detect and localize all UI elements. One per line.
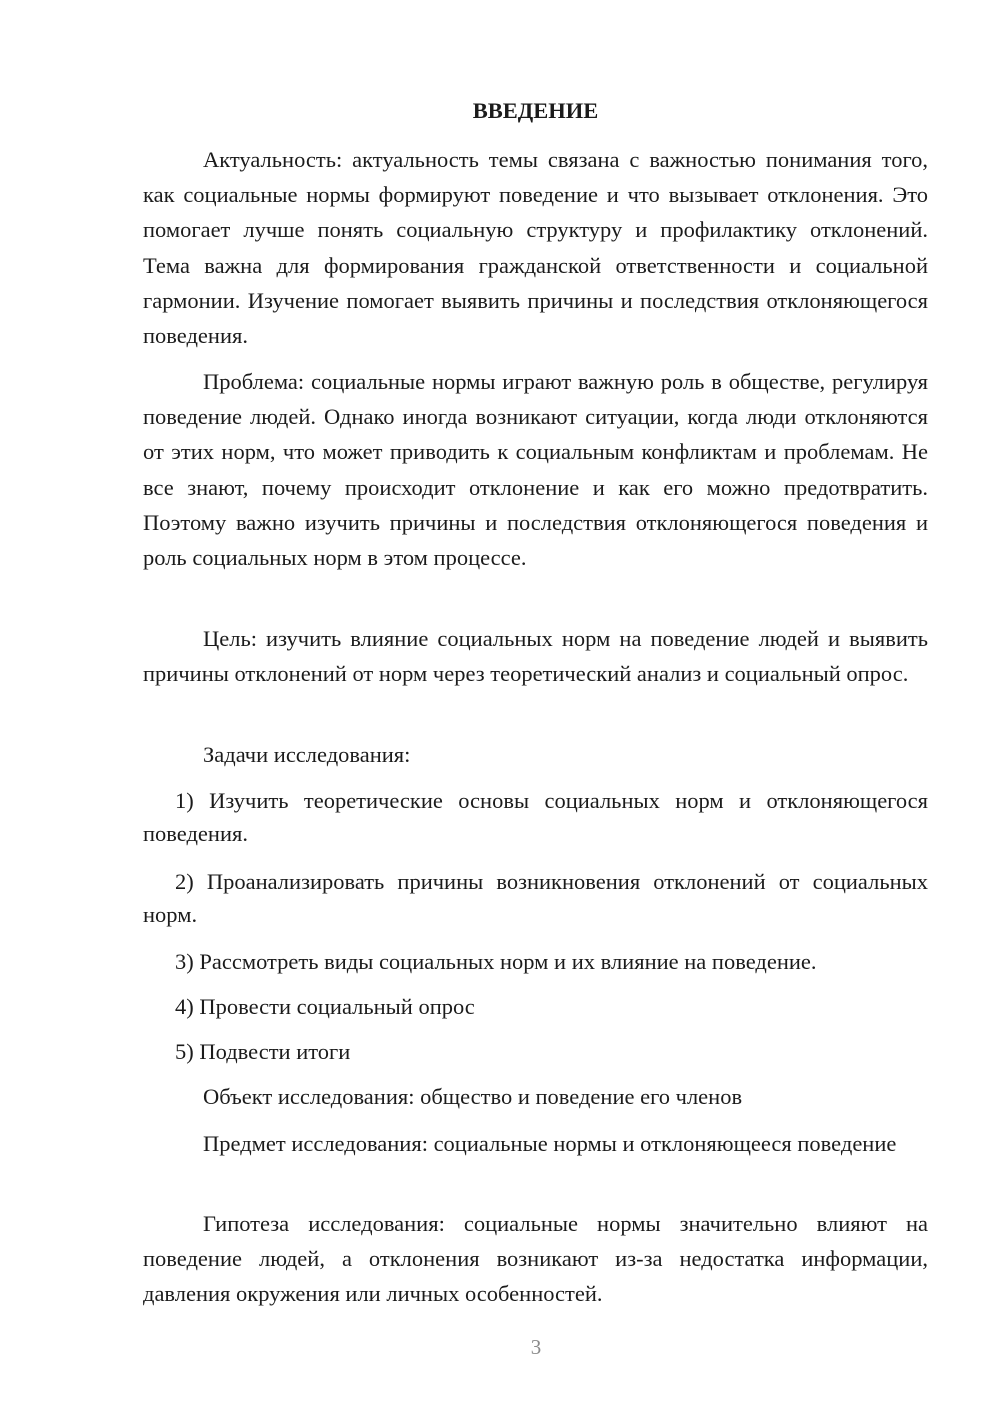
task-item-3: 3) Рассмотреть виды социальных норм и их влияние на поведение.: [175, 949, 817, 974]
task-item-4: 4) Провести социальный опрос: [175, 994, 475, 1019]
problem-paragraph: Проблема: социальные нормы играют важную роль в обществе, регулируя поведение людей. Однако иногда возникают ситуации, когда люди отклоняются от этих норм, что может приводить к социальным конфликтам и проблемам. Не все знают, почему происходит отклонение и как его можно предотвратить. Поэтому важно изучить причины и последствия отклоняющегося поведения и роль социальных норм в этом процессе.: [143, 369, 928, 571]
task-item-5: 5) Подвести итоги: [175, 1039, 351, 1064]
section-title: ВВЕДЕНИЕ: [472, 98, 599, 123]
goal-paragraph: Цель: изучить влияние социальных норм на поведение людей и выявить причины отклонений от норм через теоретический анализ и социальный опрос.: [143, 626, 928, 687]
task-item-2: 2) Проанализировать причины возникновения отклонений от социальных норм.: [143, 869, 928, 927]
relevance-paragraph: Актуальность: актуальность темы связана с важностью понимания того, как социальные нормы формируют поведение и что вызывает отклонения. Это помогает лучше понять социальную структуру и профилактику отклонений. Тема важна для формирования гражданской ответственности и социальной гармонии. Изучение помогает выявить причины и последствия отклоняющегося поведения.: [143, 147, 928, 349]
tasks-heading: Задачи исследования:: [203, 742, 411, 767]
research-subject: Предмет исследования: социальные нормы и отклоняющееся поведение: [203, 1131, 897, 1156]
hypothesis-paragraph: Гипотеза исследования: социальные нормы значительно влияют на поведение людей, а отклонения возникают из-за недостатка информации, давления окружения или личных особенностей.: [143, 1211, 928, 1307]
page-number: 3: [530, 1335, 542, 1359]
task-item-1: 1) Изучить теоретические основы социальных норм и отклоняющегося поведения.: [143, 788, 928, 846]
research-object: Объект исследования: общество и поведение его членов: [203, 1084, 743, 1109]
